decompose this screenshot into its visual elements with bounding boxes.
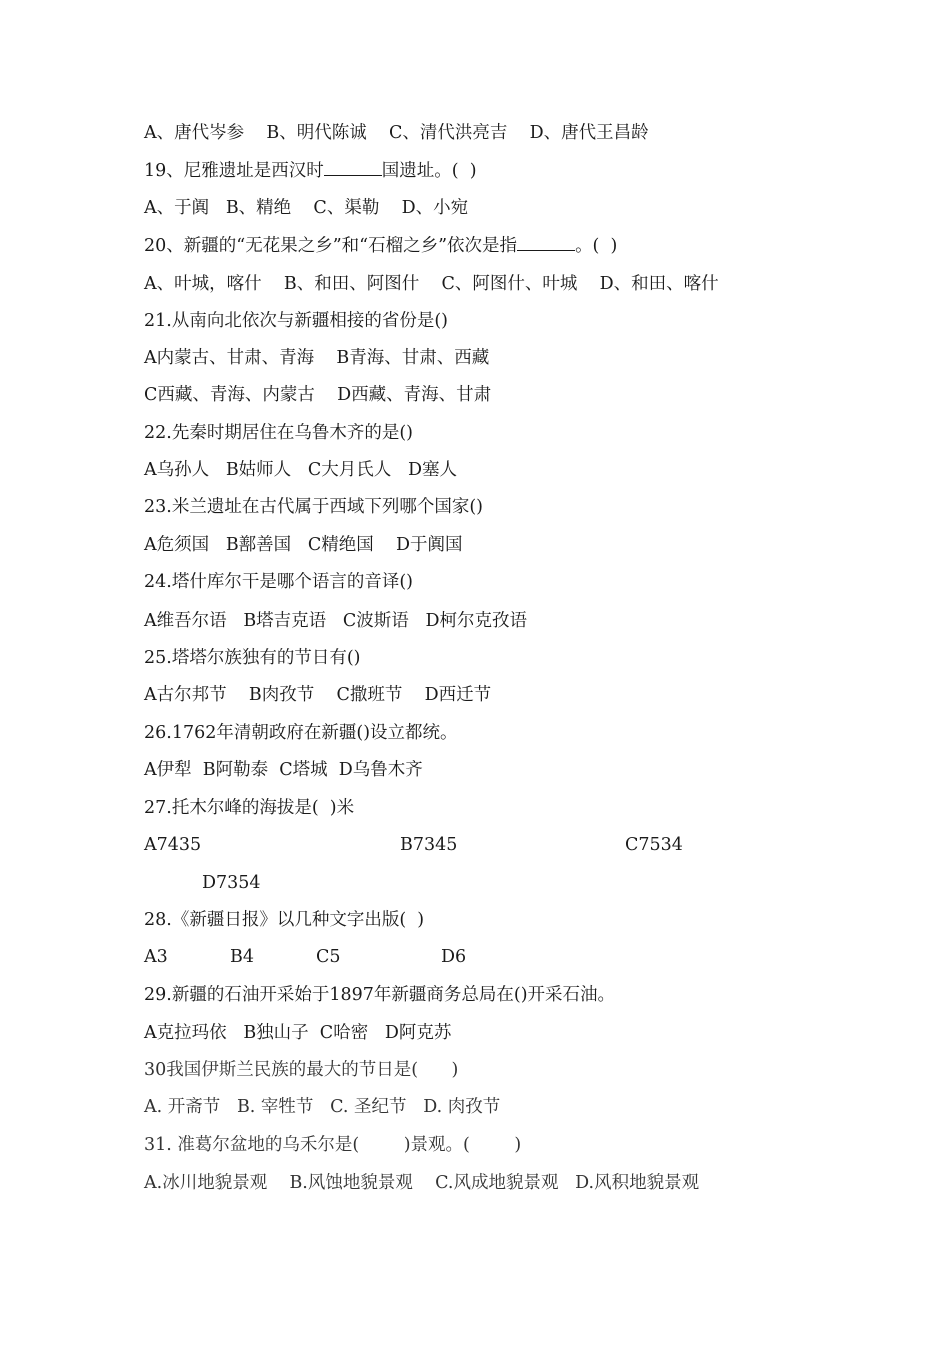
q30-question: 30我国伊斯兰民族的最大的节日是( ) bbox=[144, 1060, 459, 1080]
q26-options: A伊犁 B阿勒泰 C塔城 D乌鲁木齐 bbox=[144, 760, 423, 780]
q19-blank bbox=[324, 159, 382, 176]
q28-option-b: B4 bbox=[230, 947, 254, 967]
q21-question: 21.从南向北依次与新疆相接的省份是() bbox=[144, 311, 448, 331]
q31-question: 31. 准葛尔盆地的乌禾尔是( )景观。( ) bbox=[144, 1135, 522, 1155]
q20-text-start: 20、新疆的“无花果之乡”和“石榴之乡”依次是指 bbox=[144, 236, 518, 256]
q28-option-a: A3 bbox=[144, 947, 168, 967]
q19-question bbox=[144, 159, 477, 183]
q18-options: A、唐代岑参 B、明代陈诚 C、清代洪亮吉 D、唐代王昌龄 bbox=[144, 123, 649, 143]
q24-options: A维吾尔语 B塔吉克语 C波斯语 D柯尔克孜语 bbox=[144, 611, 527, 631]
q27-option-c: C7534 bbox=[625, 835, 683, 855]
q27-option-a: A7435 bbox=[144, 835, 202, 855]
q20-text-end: 。( ) bbox=[575, 236, 618, 256]
q24-question: 24.塔什库尔干是哪个语言的音译() bbox=[144, 572, 413, 592]
q27-option-d: D7354 bbox=[202, 873, 261, 893]
q22-question: 22.先秦时期居住在乌鲁木齐的是() bbox=[144, 423, 413, 443]
q28-question: 28.《新疆日报》以几种文字出版( ) bbox=[144, 910, 425, 930]
q27-option-b: B7345 bbox=[400, 835, 458, 855]
q19-text-start: 19、尼雅遗址是西汉时 bbox=[144, 161, 324, 181]
q27-question: 27.托木尔峰的海拔是( )米 bbox=[144, 798, 355, 818]
q28-option-c: C5 bbox=[316, 947, 341, 967]
q29-options: A克拉玛依 B独山子 C哈密 D阿克苏 bbox=[144, 1023, 452, 1043]
q19-options: A、于阗 B、精绝 C、渠勒 D、小宛 bbox=[144, 198, 469, 218]
q30-options: A. 开斋节 B. 宰牲节 C. 圣纪节 D. 肉孜节 bbox=[144, 1097, 501, 1117]
q21-options-cd: C西藏、青海、内蒙古 D西藏、青海、甘肃 bbox=[144, 385, 492, 405]
q28-option-d: D6 bbox=[441, 947, 467, 967]
q21-options-ab: A内蒙古、甘肃、青海 B青海、甘肃、西藏 bbox=[144, 348, 490, 368]
q25-options: A古尔邦节 B肉孜节 C撒班节 D西迁节 bbox=[144, 685, 492, 705]
q26-question: 26.1762年清朝政府在新疆()设立都统。 bbox=[144, 723, 458, 743]
q25-question: 25.塔塔尔族独有的节日有() bbox=[144, 648, 361, 668]
q20-question bbox=[144, 234, 617, 258]
q23-question: 23.米兰遗址在古代属于西域下列哪个国家() bbox=[144, 497, 483, 517]
q31-options: A.冰川地貌景观 B.风蚀地貌景观 C.风成地貌景观 D.风积地貌景观 bbox=[144, 1173, 700, 1193]
q22-options: A乌孙人 B姑师人 C大月氏人 D塞人 bbox=[144, 460, 457, 480]
q19-text-end: 国遗址。( ) bbox=[381, 161, 477, 181]
q23-options: A危须国 B鄯善国 C精绝国 D于阗国 bbox=[144, 535, 463, 555]
q29-question: 29.新疆的石油开采始于1897年新疆商务总局在()开采石油。 bbox=[144, 985, 616, 1005]
q20-blank bbox=[517, 234, 575, 251]
q20-options: A、叶城，喀什 B、和田、阿图什 C、阿图什、叶城 D、和田、喀什 bbox=[144, 274, 719, 294]
